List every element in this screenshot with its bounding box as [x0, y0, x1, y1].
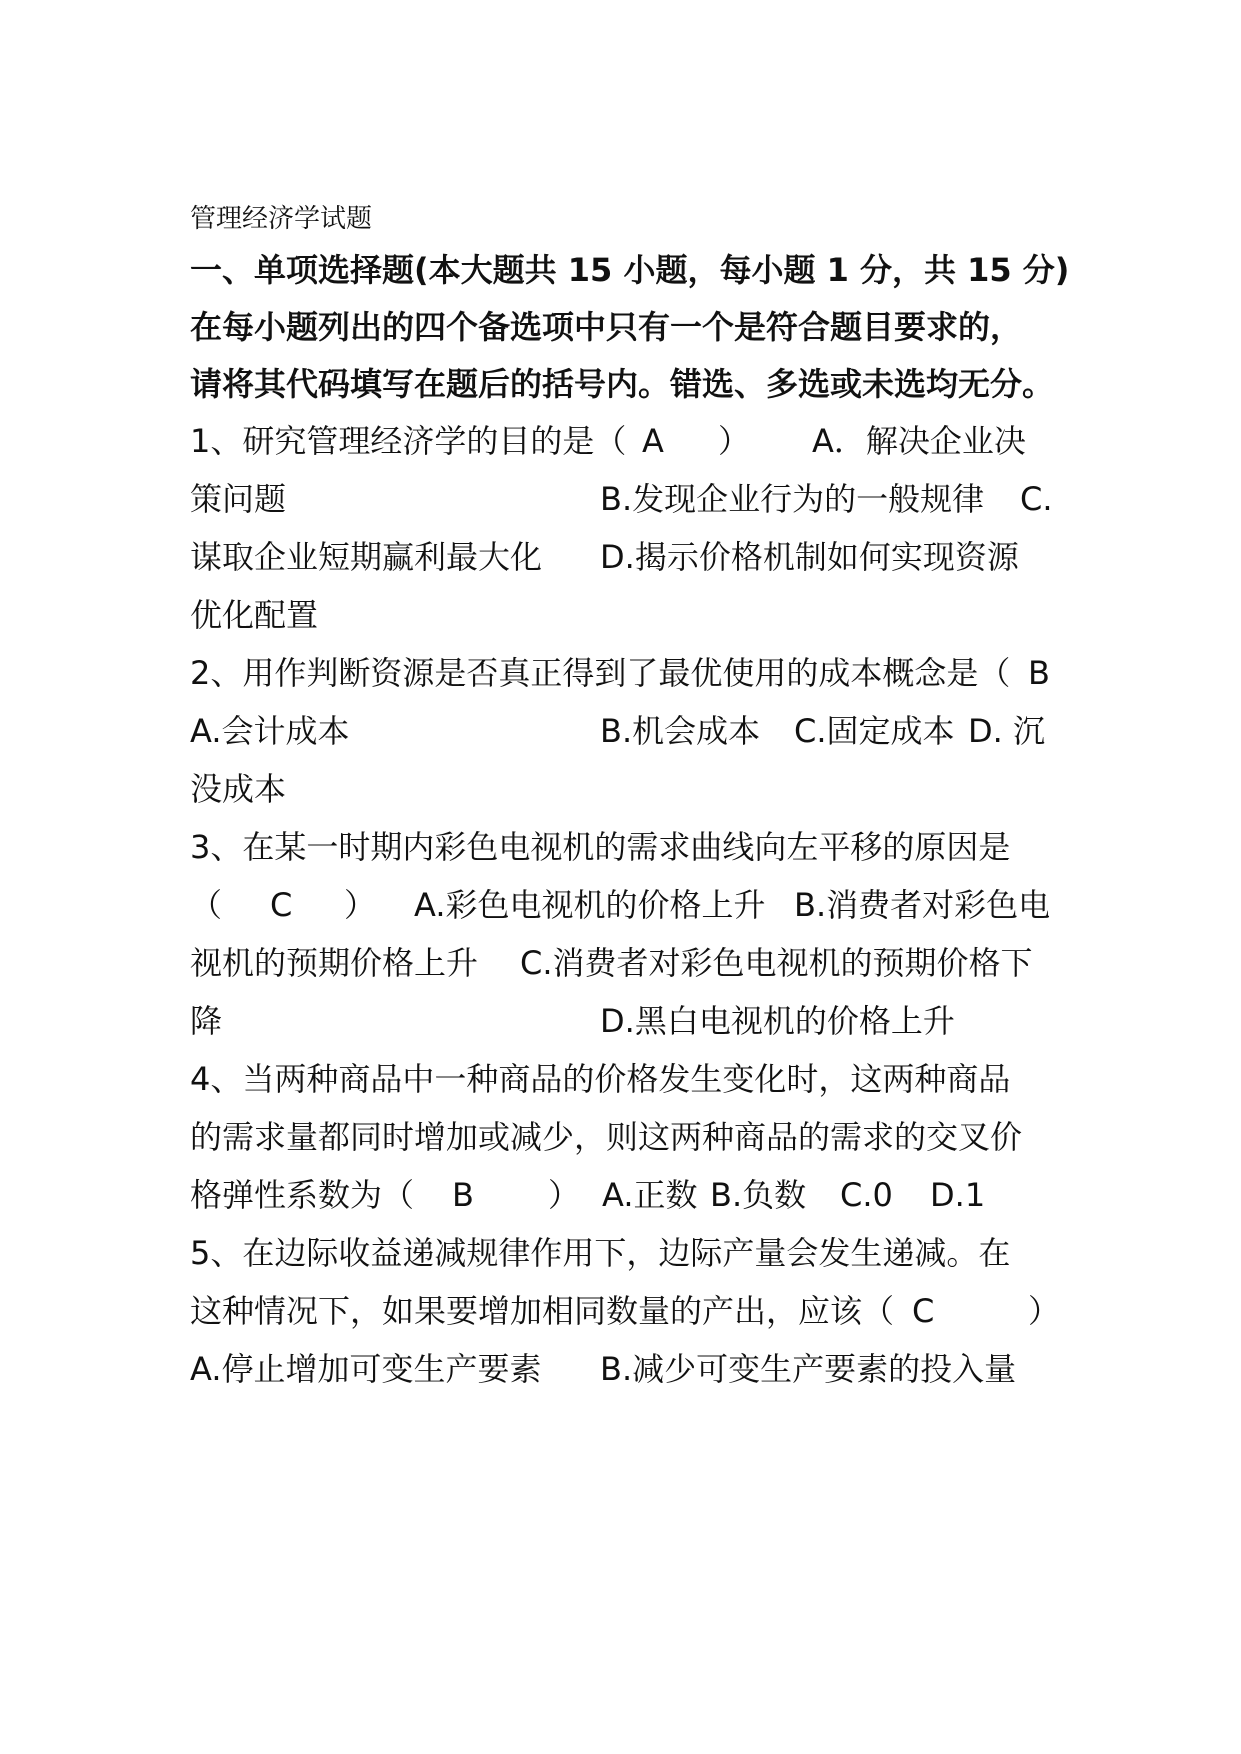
question-2-option-b: B.机会成本	[600, 712, 761, 750]
question-4-option-a: A.正数	[602, 1176, 698, 1214]
question-1-close-paren: ）	[718, 422, 751, 460]
question-2-option-a: A.会计成本	[190, 712, 350, 750]
question-1-option-c: 谋取企业短期赢利最大化	[190, 538, 543, 576]
question-1-option-d-cont: 优化配置	[190, 596, 319, 634]
question-4-option-b: B.负数	[710, 1176, 807, 1214]
question-1-option-d: D.揭示价格机制如何实现资源	[600, 538, 1019, 576]
question-2-stem: 2、用作判断资源是否真正得到了最优使用的成本概念是（	[190, 654, 1011, 692]
question-1-option-b: B.发现企业行为的一般规律	[600, 480, 985, 518]
question-3-option-d: D.黑白电视机的价格上升	[600, 1002, 955, 1040]
question-3-stem: 3、在某一时期内彩色电视机的需求曲线向左平移的原因是	[190, 828, 1011, 866]
question-5-option-b: B.减少可变生产要素的投入量	[600, 1350, 1017, 1388]
question-5-line-3	[190, 1343, 1050, 1395]
question-3-close-paren: ）	[344, 886, 377, 924]
question-1-option-a: A．解决企业决	[812, 422, 1026, 460]
question-2-line-1	[190, 647, 1050, 699]
question-1-line-1	[190, 415, 1050, 467]
question-2-answer: B	[1028, 654, 1050, 692]
question-3-line-2	[190, 879, 1050, 931]
question-3-option-a: A.彩色电视机的价格上升	[414, 886, 766, 924]
question-1-stem: 1、研究管理经济学的目的是（	[190, 422, 627, 460]
question-5-answer: C	[912, 1292, 935, 1330]
question-3-option-b: B.消费者对彩色电	[794, 886, 1051, 924]
question-2-option-d-cont: 没成本	[190, 770, 287, 808]
question-5-stem-line-2: 这种情况下，如果要增加相同数量的产出，应该（	[190, 1292, 895, 1330]
question-3-line-4	[190, 995, 1050, 1047]
question-3-option-b-cont: 视机的预期价格上升	[190, 944, 479, 982]
question-5-line-2	[190, 1285, 1070, 1337]
question-5-stem-line-1: 5、在边际收益递减规律作用下，边际产量会发生递减。在	[190, 1234, 1011, 1272]
question-1-line-2	[190, 473, 1053, 525]
question-5-close-paren: ）	[1028, 1292, 1061, 1330]
question-3-line-3	[190, 937, 1050, 989]
question-4-stem-line-3: 格弹性系数为（	[190, 1176, 415, 1214]
question-4-option-c: C.0	[840, 1176, 893, 1214]
question-4-answer: B	[452, 1176, 474, 1214]
section-header-line-1: 一、单项选择题(本大题共 15 小题，每小题 1 分，共 15 分)	[190, 251, 1070, 289]
question-1-option-c-label: C.	[1020, 480, 1053, 518]
question-4-close-paren: ）	[548, 1176, 581, 1214]
question-3-answer: C	[270, 886, 293, 924]
question-3-open-paren: （	[190, 886, 223, 924]
question-2-option-c: C.固定成本	[794, 712, 955, 750]
question-3-option-c: C.消费者对彩色电视机的预期价格下	[520, 944, 1033, 982]
section-header-line-3: 请将其代码填写在题后的括号内。错选、多选或未选均无分。	[190, 365, 1055, 403]
question-1-option-a-cont: 策问题	[190, 480, 287, 518]
question-1-line-3	[190, 531, 1050, 583]
document-title: 管理经济学试题	[190, 204, 373, 234]
question-3-option-c-cont: 降	[190, 1002, 223, 1040]
question-2-option-d: D. 沉	[968, 712, 1045, 750]
question-4-stem-line-2: 的需求量都同时增加或减少，则这两种商品的需求的交叉价	[190, 1118, 1023, 1156]
question-4-option-d: D.1	[930, 1176, 986, 1214]
question-1-answer: A	[642, 422, 664, 460]
question-2-line-2	[190, 705, 1050, 757]
question-5-option-a: A.停止增加可变生产要素	[190, 1350, 542, 1388]
question-4-stem-line-1: 4、当两种商品中一种商品的价格发生变化时，这两种商品	[190, 1060, 1011, 1098]
question-4-line-3	[190, 1169, 1050, 1221]
section-header-line-2: 在每小题列出的四个备选项中只有一个是符合题目要求的，	[190, 308, 1023, 346]
